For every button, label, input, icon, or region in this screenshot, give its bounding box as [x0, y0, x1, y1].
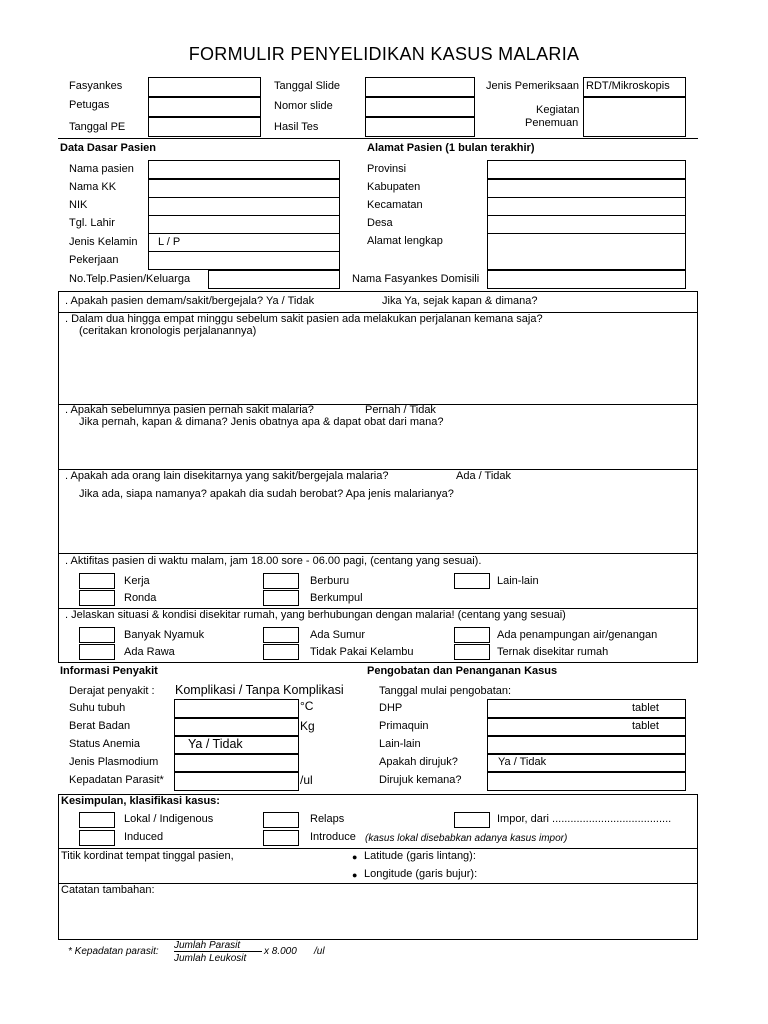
tgl-lahir-field[interactable]	[148, 215, 340, 234]
primaquin-field[interactable]	[487, 718, 686, 736]
tanggal-pengobatan-label: Tanggal mulai pengobatan:	[379, 685, 512, 697]
ada-rawa-label: Ada Rawa	[124, 646, 175, 658]
checkbox-genangan[interactable]	[454, 627, 490, 643]
derajat-value[interactable]: Komplikasi / Tanpa Komplikasi	[175, 683, 344, 697]
treatment-section-title: Pengobatan dan Penanganan Kasus	[367, 665, 558, 677]
titik-kordinat-label: Titik kordinat tempat tinggal pasien,	[61, 850, 234, 862]
catatan-field[interactable]	[60, 898, 696, 938]
latitude-label[interactable]: Latitude (garis lintang):	[364, 850, 476, 862]
induced-label: Induced	[124, 831, 164, 843]
checkbox-lokal[interactable]	[79, 812, 115, 828]
question-3b: Jika pernah, kapan & dimana? Jenis obatnya apa & dapat obat dari mana?	[79, 416, 444, 428]
primaquin-tablet-label: tablet	[632, 720, 659, 732]
form-title: FORMULIR PENYELIDIKAN KASUS MALARIA	[188, 44, 580, 64]
kecamatan-field[interactable]	[487, 197, 686, 216]
footnote-denominator: Jumlah Leukosit	[174, 953, 247, 964]
address-section-title: Alamat Pasien (1 bulan terakhir)	[367, 142, 535, 154]
disease-section-title: Informasi Penyakit	[60, 665, 158, 677]
berkumpul-label: Berkumpul	[310, 592, 363, 604]
tidak-pakai-kelambu-label: Tidak Pakai Kelambu	[310, 646, 414, 658]
lain-lain-obat-field[interactable]	[487, 736, 686, 754]
fasyankes-field[interactable]	[148, 77, 261, 97]
petugas-label: Petugas	[69, 99, 110, 111]
nomor-slide-label: Nomor slide	[274, 100, 333, 112]
anemia-value: Ya / Tidak	[188, 737, 243, 751]
kepadatan-unit: /ul	[300, 773, 313, 787]
patient-section-title: Data Dasar Pasien	[60, 142, 156, 154]
checkbox-lain-lain[interactable]	[454, 573, 490, 589]
anemia-field[interactable]	[174, 736, 299, 754]
berat-unit: Kg	[300, 719, 315, 733]
checkbox-banyak-nyamuk[interactable]	[79, 627, 115, 643]
header-divider	[58, 138, 698, 139]
provinsi-field[interactable]	[487, 160, 686, 179]
fasyankes-label: Fasyankes	[69, 80, 123, 92]
checkbox-ada-rawa[interactable]	[79, 644, 115, 660]
question-1b: Jika Ya, sejak kapan & dimana?	[382, 295, 538, 307]
question-2: . Dalam dua hingga empat minggu sebelum sakit pasien ada melakukan perjalanan kemana saja?	[65, 313, 543, 325]
suhu-unit: °C	[300, 699, 314, 713]
jenis-kelamin-field[interactable]	[148, 233, 340, 252]
kepadatan-label: Kepadatan Parasit*	[69, 774, 164, 786]
footnote-multiplier: x 8.000	[264, 946, 297, 957]
checkbox-ronda[interactable]	[79, 590, 115, 606]
kabupaten-field[interactable]	[487, 179, 686, 198]
tanggal-slide-label: Tanggal Slide	[274, 80, 341, 92]
anemia-label: Status Anemia	[69, 738, 140, 750]
dhp-tablet-label: tablet	[632, 702, 659, 714]
domisili-label: Nama Fasyankes Domisili	[352, 273, 480, 285]
dhp-field[interactable]	[487, 699, 686, 718]
dirujuk-field[interactable]	[487, 754, 686, 772]
checkbox-ada-sumur[interactable]	[263, 627, 299, 643]
kecamatan-label: Kecamatan	[367, 199, 423, 211]
checkbox-induced[interactable]	[79, 830, 115, 846]
introduce-label: Introduce	[310, 831, 356, 843]
lain-lain-label: Lain-lain	[497, 575, 539, 587]
relaps-label: Relaps	[310, 813, 345, 825]
kemana-label: Dirujuk kemana?	[379, 774, 462, 786]
nama-kk-label: Nama KK	[69, 181, 117, 193]
jenis-pemeriksaan-value: RDT/Mikroskopis	[586, 80, 670, 92]
nomor-slide-field[interactable]	[365, 97, 475, 117]
question-3-answer[interactable]	[60, 430, 696, 467]
question-4-answer[interactable]	[60, 503, 696, 551]
kepadatan-field[interactable]	[174, 772, 299, 791]
latitude-bullet: ●	[352, 852, 358, 862]
checkbox-impor[interactable]	[454, 812, 490, 828]
question-4-options: Ada / Tidak	[456, 470, 512, 482]
kerja-label: Kerja	[124, 575, 150, 587]
question-2-answer[interactable]	[60, 340, 696, 402]
tgl-lahir-label: Tgl. Lahir	[69, 217, 115, 229]
hasil-tes-label: Hasil Tes	[274, 121, 319, 133]
footnote-unit: /ul	[314, 946, 325, 957]
berburu-label: Berburu	[310, 575, 350, 587]
introduce-note: (kasus lokal disebabkan adanya kasus impor)	[365, 833, 568, 844]
derajat-label: Derajat penyakit :	[69, 685, 155, 697]
dhp-label: DHP	[379, 702, 403, 714]
telp-label: No.Telp.Pasien/Keluarga	[69, 273, 191, 285]
kabupaten-label: Kabupaten	[367, 181, 421, 193]
kemana-field[interactable]	[487, 772, 686, 791]
footnote-label: * Kepadatan parasit:	[68, 946, 159, 957]
ada-sumur-label: Ada Sumur	[310, 629, 366, 641]
dirujuk-label: Apakah dirujuk?	[379, 756, 458, 768]
checkbox-berkumpul[interactable]	[263, 590, 299, 606]
jenis-kelamin-value: L / P	[158, 236, 181, 248]
plasmodium-field[interactable]	[174, 754, 299, 772]
tanggal-pe-field[interactable]	[148, 117, 261, 137]
pekerjaan-label: Pekerjaan	[69, 254, 119, 266]
tanggal-slide-field[interactable]	[365, 77, 475, 97]
plasmodium-label: Jenis Plasmodium	[69, 756, 159, 768]
telp-field[interactable]	[208, 270, 340, 289]
nama-kk-field[interactable]	[148, 179, 340, 198]
kegiatan-penemuan-field[interactable]	[583, 97, 686, 137]
question-4b: Jika ada, siapa namanya? apakah dia sudah berobat? Apa jenis malarianya?	[79, 488, 454, 500]
genangan-label: Ada penampungan air/genangan	[497, 629, 658, 641]
suhu-field[interactable]	[174, 699, 299, 718]
catatan-label: Catatan tambahan:	[61, 884, 155, 896]
kegiatan-label: Kegiatan	[536, 104, 580, 116]
question-4: . Apakah ada orang lain disekitarnya yang sakit/bergejala malaria?	[65, 470, 389, 482]
question-3-options: Pernah / Tidak	[365, 404, 436, 416]
nama-pasien-label: Nama pasien	[69, 163, 134, 175]
alamat-field[interactable]	[487, 233, 686, 270]
lokal-label: Lokal / Indigenous	[124, 813, 214, 825]
tanggal-pe-label: Tanggal PE	[69, 121, 126, 133]
berat-label: Berat Badan	[69, 720, 131, 732]
nik-field[interactable]	[148, 197, 340, 216]
question-3: . Apakah sebelumnya pasien pernah sakit malaria?	[65, 404, 314, 416]
dirujuk-value: Ya / Tidak	[498, 756, 547, 768]
jenis-pemeriksaan-field[interactable]	[583, 77, 686, 97]
conclusion-section-title: Kesimpulan, klasifikasi kasus:	[61, 795, 220, 807]
impor-label: Impor, dari .......................................	[497, 813, 672, 825]
desa-field[interactable]	[487, 215, 686, 234]
footnote-numerator: Jumlah Parasit	[174, 940, 241, 951]
checkbox-relaps[interactable]	[263, 812, 299, 828]
longitude-label[interactable]: Longitude (garis bujur):	[364, 868, 478, 880]
nik-label: NIK	[69, 199, 88, 211]
primaquin-label: Primaquin	[379, 720, 429, 732]
lain-lain-obat-label: Lain-lain	[379, 738, 421, 750]
question-1: . Apakah pasien demam/sakit/bergejala? Ya / Tidak	[65, 295, 315, 307]
pekerjaan-field[interactable]	[148, 251, 340, 270]
question-5: . Aktifitas pasien di waktu malam, jam 18.00 sore - 06.00 pagi, (centang yang sesuai).	[65, 555, 482, 567]
jenis-kelamin-label: Jenis Kelamin	[69, 236, 138, 248]
domisili-field[interactable]	[487, 270, 686, 289]
checkbox-tidak-pakai-kelambu[interactable]	[263, 644, 299, 660]
alamat-label: Alamat lengkap	[367, 235, 443, 247]
penemuan-label: Penemuan	[525, 117, 579, 129]
question-2b: (ceritakan kronologis perjalanannya)	[79, 325, 257, 337]
longitude-bullet: ●	[352, 870, 358, 880]
checkbox-ternak[interactable]	[454, 644, 490, 660]
jenis-pemeriksaan-label: Jenis Pemeriksaan	[486, 80, 579, 92]
conclusion-divider	[58, 848, 698, 849]
question-6: . Jelaskan situasi & kondisi disekitar rumah, yang berhubungan dengan malaria! (centang yang sesuai)	[65, 609, 566, 621]
nama-pasien-field[interactable]	[148, 160, 340, 179]
berat-field[interactable]	[174, 718, 299, 736]
checkbox-berburu[interactable]	[263, 573, 299, 589]
checkbox-kerja[interactable]	[79, 573, 115, 589]
desa-label: Desa	[367, 217, 393, 229]
hasil-tes-field[interactable]	[365, 117, 475, 137]
banyak-nyamuk-label: Banyak Nyamuk	[124, 629, 205, 641]
ternak-label: Ternak disekitar rumah	[497, 646, 609, 658]
checkbox-introduce[interactable]	[263, 830, 299, 846]
q4-divider	[58, 553, 698, 554]
ronda-label: Ronda	[124, 592, 157, 604]
suhu-label: Suhu tubuh	[69, 702, 126, 714]
petugas-field[interactable]	[148, 97, 261, 117]
provinsi-label: Provinsi	[367, 163, 407, 175]
